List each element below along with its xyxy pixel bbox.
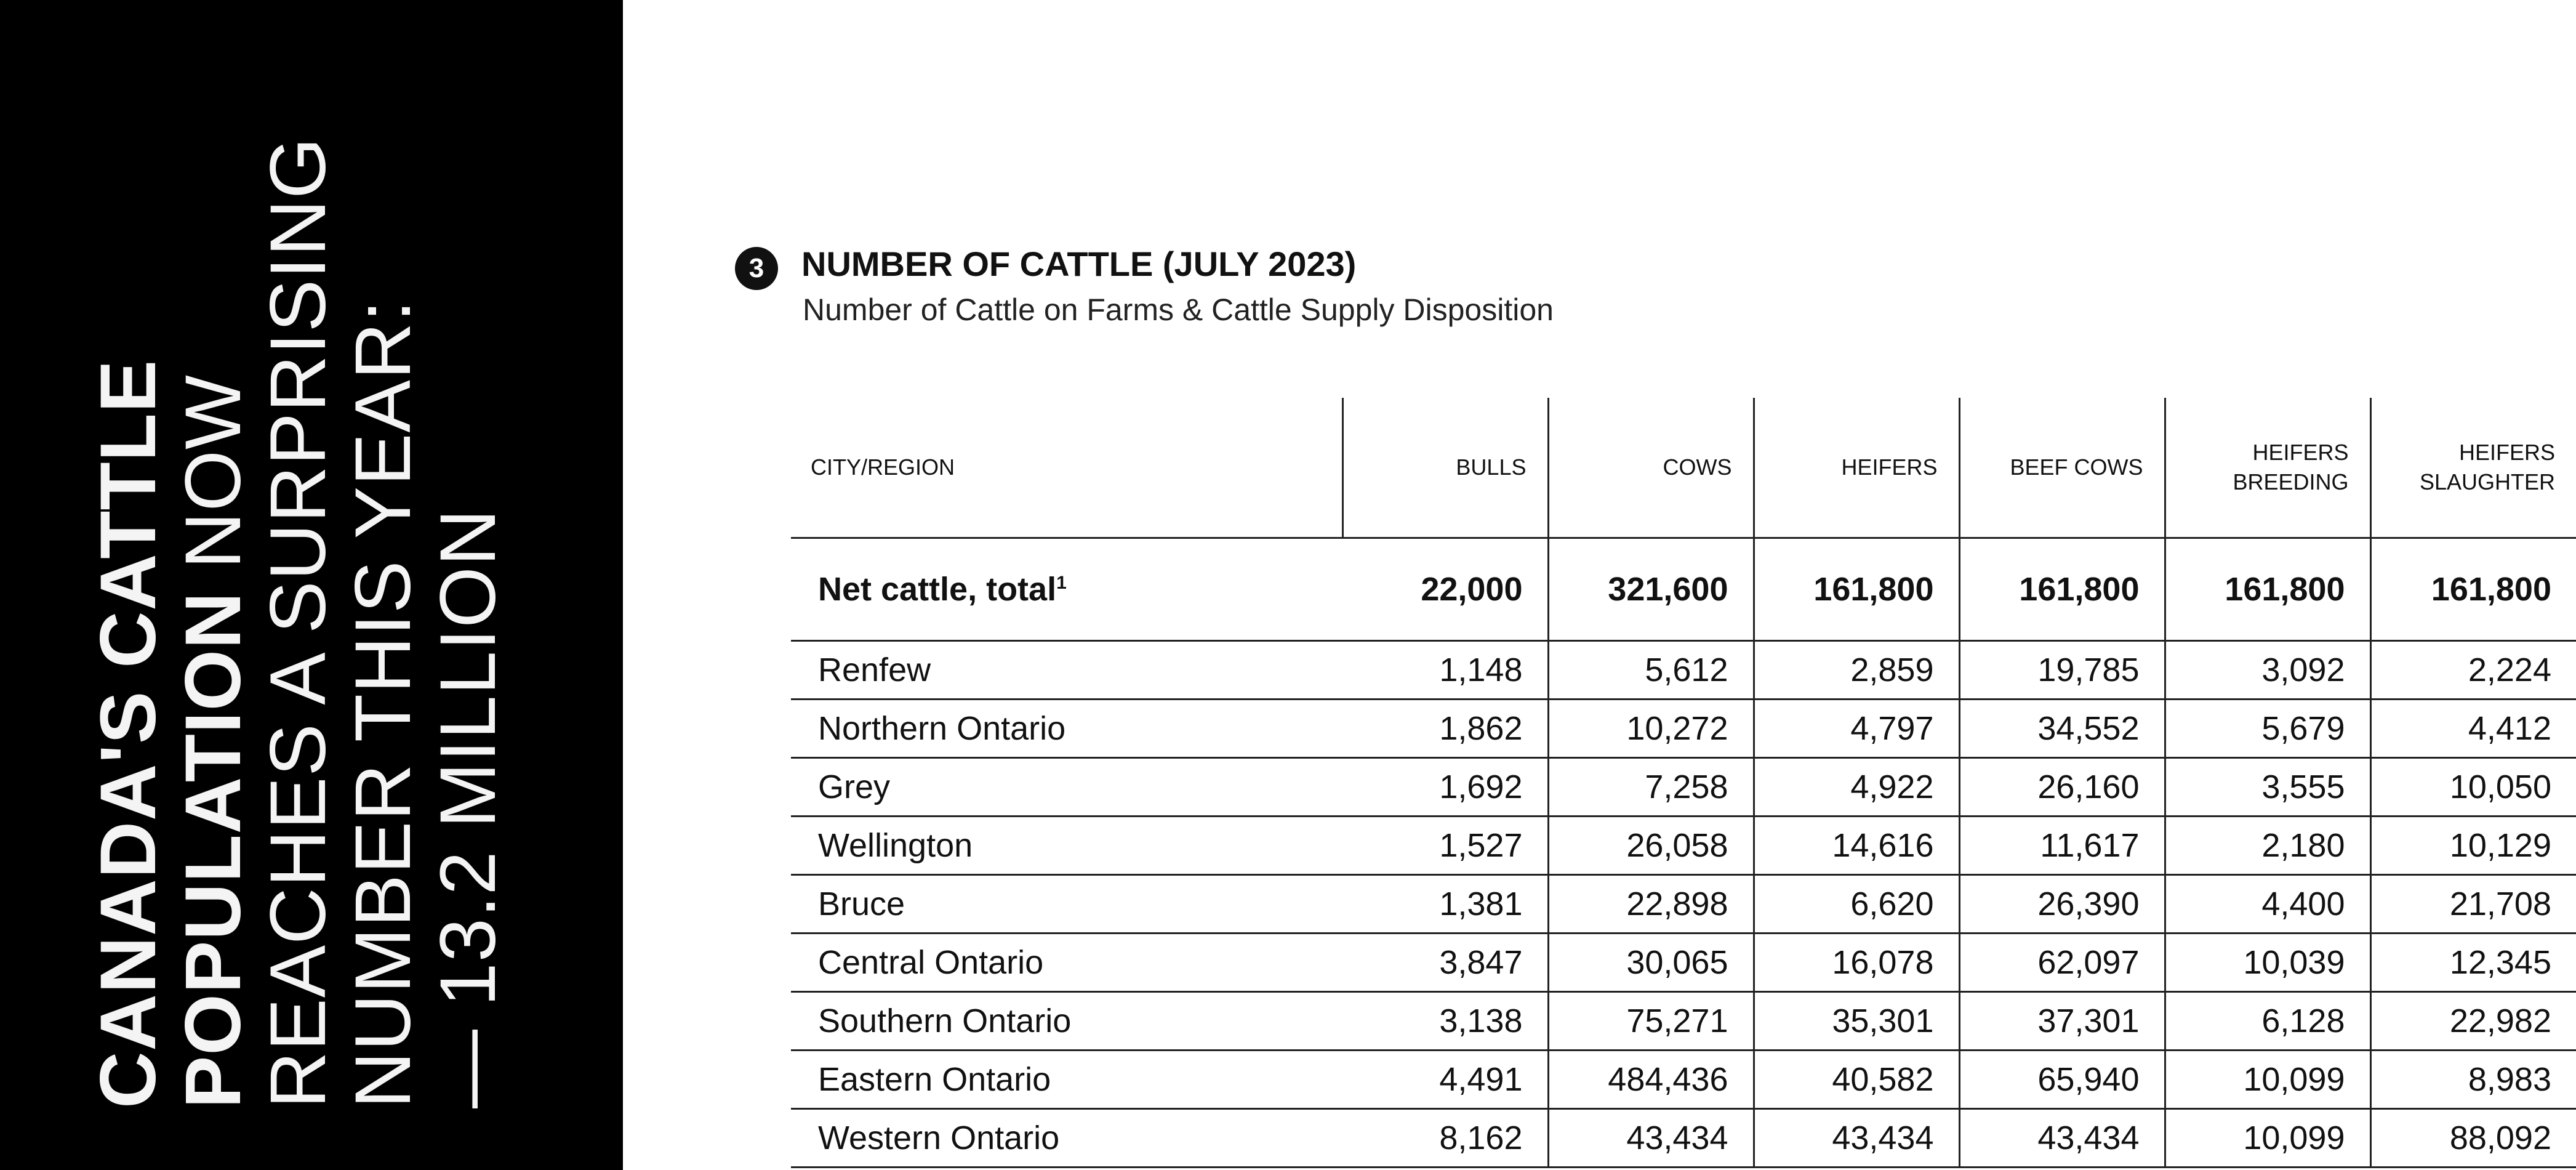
value-cell: 11,617	[1959, 817, 2165, 875]
value-cell: 4,400	[2165, 875, 2370, 934]
value-cell: 26,058	[1548, 817, 1754, 875]
banner-line-4: NUMBER THIS YEAR:	[339, 299, 427, 1108]
value-cell: 43,434	[1754, 1109, 1959, 1168]
total-value-cell: 321,600	[1548, 538, 1754, 641]
value-cell: 1,862	[1342, 700, 1548, 758]
region-cell: Eastern Ontario	[791, 1051, 1342, 1109]
value-cell: 21,708	[2370, 875, 2576, 934]
value-cell: 26,390	[1959, 875, 2165, 934]
value-cell: 10,039	[2165, 934, 2370, 992]
value-cell: 10,050	[2370, 758, 2576, 817]
column-header-label: BULLS	[1456, 454, 1527, 480]
banner-line-1: CANADA'S CATTLE	[84, 359, 172, 1108]
column-header	[1959, 398, 2165, 538]
value-cell: 43,434	[1548, 1109, 1754, 1168]
column-header	[1342, 398, 1548, 538]
value-cell: 30,065	[1548, 934, 1754, 992]
table-row	[791, 641, 2576, 700]
table-row	[791, 817, 2576, 875]
column-header-label: HEIFERS	[2458, 440, 2555, 465]
value-cell: 1,692	[1342, 758, 1548, 817]
column-header-label: SLAUGHTER	[2419, 469, 2555, 494]
column-header-label: BEEF COWS	[2010, 454, 2143, 480]
value-cell: 10,099	[2165, 1109, 2370, 1168]
value-cell: 1,148	[1342, 641, 1548, 700]
value-cell: 4,491	[1342, 1051, 1548, 1109]
value-cell: 3,092	[2165, 641, 2370, 700]
value-cell: 12,345	[2370, 934, 2576, 992]
column-header-label: HEIFERS	[1841, 454, 1938, 480]
section-title: NUMBER OF CATTLE (JULY 2023)	[801, 244, 1357, 283]
value-cell: 19,785	[1959, 641, 2165, 700]
region-cell: Bruce	[791, 875, 1342, 934]
value-cell: 8,983	[2370, 1051, 2576, 1109]
table-row	[791, 1051, 2576, 1109]
value-cell: 62,097	[1959, 934, 2165, 992]
section-subtitle: Number of Cattle on Farms & Cattle Supply Disposition	[803, 292, 1554, 327]
value-cell: 3,847	[1342, 934, 1548, 992]
table-row	[791, 1109, 2576, 1168]
cattle-table	[791, 398, 2576, 1168]
region-cell: Northern Ontario	[791, 700, 1342, 758]
value-cell: 10,129	[2370, 817, 2576, 875]
value-cell: 65,940	[1959, 1051, 2165, 1109]
value-cell: 6,128	[2165, 992, 2370, 1051]
value-cell: 6,620	[1754, 875, 1959, 934]
headline-banner	[0, 0, 623, 1170]
column-header-label: HEIFERS	[2252, 440, 2349, 465]
total-value-cell: 161,800	[1754, 538, 1959, 641]
value-cell: 10,272	[1548, 700, 1754, 758]
value-cell: 5,679	[2165, 700, 2370, 758]
value-cell: 484,436	[1548, 1051, 1754, 1109]
total-value-cell: 22,000	[1342, 538, 1548, 641]
table-row	[791, 700, 2576, 758]
value-cell: 10,099	[2165, 1051, 2370, 1109]
value-cell: 43,434	[1959, 1109, 2165, 1168]
value-cell: 1,527	[1342, 817, 1548, 875]
value-cell: 16,078	[1754, 934, 1959, 992]
region-cell: Grey	[791, 758, 1342, 817]
table-row	[791, 934, 2576, 992]
value-cell: 35,301	[1754, 992, 1959, 1051]
table-body	[791, 538, 2576, 1168]
table-header-row	[791, 398, 2576, 538]
value-cell: 2,224	[2370, 641, 2576, 700]
section-number-badge: 3	[735, 247, 778, 290]
banner-line-3: REACHES A SURPRISING	[254, 137, 342, 1108]
table-row	[791, 875, 2576, 934]
value-cell: 26,160	[1959, 758, 2165, 817]
value-cell: 37,301	[1959, 992, 2165, 1051]
column-header-label: BREEDING	[2233, 469, 2349, 494]
total-value-cell: 161,800	[2165, 538, 2370, 641]
value-cell: 88,092	[2370, 1109, 2576, 1168]
column-header-region	[791, 398, 1342, 538]
value-cell: 75,271	[1548, 992, 1754, 1051]
region-cell: Renfew	[791, 641, 1342, 700]
banner-headline	[86, 37, 511, 1108]
banner-line-2-light: NOW	[169, 374, 257, 592]
table-row	[791, 758, 2576, 817]
banner-line-5: — 13.2 MILLION	[424, 508, 512, 1108]
value-cell: 22,898	[1548, 875, 1754, 934]
column-header	[2370, 398, 2576, 538]
value-cell: 7,258	[1548, 758, 1754, 817]
column-header	[1754, 398, 1959, 538]
region-cell: Southern Ontario	[791, 992, 1342, 1051]
region-cell: Wellington	[791, 817, 1342, 875]
column-header	[1548, 398, 1754, 538]
value-cell: 40,582	[1754, 1051, 1959, 1109]
value-cell: 34,552	[1959, 700, 2165, 758]
total-label-cell	[791, 538, 1342, 641]
total-value-cell: 161,800	[1959, 538, 2165, 641]
value-cell: 3,555	[2165, 758, 2370, 817]
column-header-label: CITY/REGION	[811, 454, 955, 480]
value-cell: 22,982	[2370, 992, 2576, 1051]
table-row	[791, 992, 2576, 1051]
value-cell: 1,381	[1342, 875, 1548, 934]
footnote-marker: 1	[1056, 573, 1067, 593]
value-cell: 2,180	[2165, 817, 2370, 875]
value-cell: 8,162	[1342, 1109, 1548, 1168]
value-cell: 3,138	[1342, 992, 1548, 1051]
total-label: Net cattle, total	[818, 571, 1057, 608]
value-cell: 14,616	[1754, 817, 1959, 875]
total-row	[791, 538, 2576, 641]
value-cell: 4,412	[2370, 700, 2576, 758]
total-value-cell: 161,800	[2370, 538, 2576, 641]
value-cell: 4,797	[1754, 700, 1959, 758]
region-cell: Central Ontario	[791, 934, 1342, 992]
banner-line-2	[171, 37, 256, 1108]
value-cell: 5,612	[1548, 641, 1754, 700]
column-header	[2165, 398, 2370, 538]
value-cell: 2,859	[1754, 641, 1959, 700]
column-header-label: COWS	[1663, 454, 1732, 480]
value-cell: 4,922	[1754, 758, 1959, 817]
cattle-table-container	[791, 398, 2555, 1170]
region-cell: Western Ontario	[791, 1109, 1342, 1168]
banner-line-2-bold: POPULATION	[169, 591, 257, 1108]
